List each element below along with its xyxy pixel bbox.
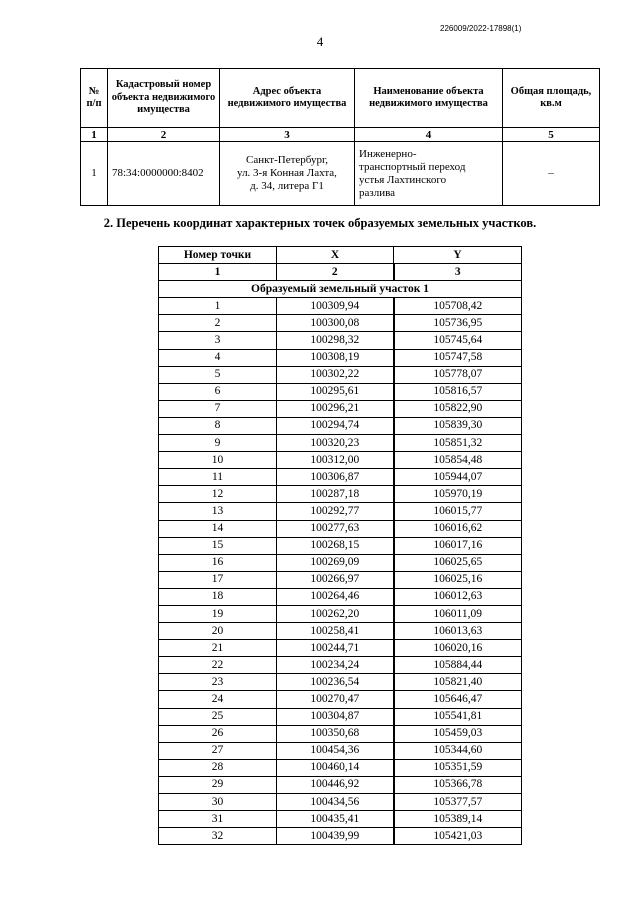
- y-coordinate: 105377,57: [394, 794, 522, 811]
- property-table-header: [81, 69, 600, 128]
- point-number: 17: [159, 571, 277, 588]
- document-id: 226009/2022-17898(1): [440, 24, 522, 33]
- table-row: [159, 503, 522, 520]
- point-number: 10: [159, 452, 277, 469]
- address-line: Санкт-Петербург,: [246, 154, 328, 166]
- y-coordinate: 106025,16: [394, 571, 522, 588]
- point-number: 32: [159, 828, 277, 845]
- x-coordinate: 100434,56: [277, 794, 394, 811]
- table-row: [159, 571, 522, 588]
- point-number: 30: [159, 794, 277, 811]
- table-row: [159, 640, 522, 657]
- x-coordinate: 100244,71: [277, 640, 394, 657]
- x-coordinate: 100264,46: [277, 588, 394, 605]
- x-coordinate: 100300,08: [277, 315, 394, 332]
- point-number: 9: [159, 435, 277, 452]
- table-row: [159, 794, 522, 811]
- table-row: [159, 486, 522, 503]
- plot-subheader: Образуемый земельный участок 1: [159, 281, 522, 298]
- object-name-line: транспортный переход: [359, 160, 466, 173]
- y-coordinate: 106016,62: [394, 520, 522, 537]
- point-number: 14: [159, 520, 277, 537]
- x-coordinate: 100269,09: [277, 554, 394, 571]
- y-coordinate: 105821,40: [394, 674, 522, 691]
- row-number: 1: [81, 142, 108, 206]
- point-number: 13: [159, 503, 277, 520]
- table-row: [159, 674, 522, 691]
- point-number: 19: [159, 605, 277, 622]
- point-number: 22: [159, 657, 277, 674]
- coordinates-body: [159, 298, 522, 845]
- x-coordinate: 100295,61: [277, 383, 394, 400]
- table-row: [159, 776, 522, 793]
- header-address: Адрес объекта недвижимого имущества: [220, 69, 355, 128]
- column-number: 3: [220, 128, 355, 142]
- cadastral-number: 78:34:0000000:8402: [108, 142, 220, 206]
- y-coordinate: 105459,03: [394, 725, 522, 742]
- point-number: 28: [159, 759, 277, 776]
- address: [220, 142, 355, 206]
- point-number: 12: [159, 486, 277, 503]
- point-number: 6: [159, 383, 277, 400]
- point-number: 23: [159, 674, 277, 691]
- point-number: 4: [159, 349, 277, 366]
- x-coordinate: 100439,99: [277, 828, 394, 845]
- point-number: 21: [159, 640, 277, 657]
- x-coordinate: 100298,32: [277, 332, 394, 349]
- x-coordinate: 100258,41: [277, 623, 394, 640]
- table-row: [81, 142, 600, 206]
- x-coordinate: 100460,14: [277, 759, 394, 776]
- y-coordinate: 105366,78: [394, 776, 522, 793]
- column-number: 3: [394, 264, 522, 281]
- y-coordinate: 105839,30: [394, 417, 522, 434]
- page-number: 4: [316, 34, 324, 49]
- y-coordinate: 105884,44: [394, 657, 522, 674]
- y-coordinate: 105854,48: [394, 452, 522, 469]
- point-number: 25: [159, 708, 277, 725]
- header-cadastral-number: Кадастровый номер объекта недвижимого имущества: [108, 69, 220, 128]
- table-row: [159, 742, 522, 759]
- column-number: 2: [108, 128, 220, 142]
- table-row: [159, 725, 522, 742]
- table-row: [159, 469, 522, 486]
- table-row: [159, 366, 522, 383]
- x-coordinate: 100287,18: [277, 486, 394, 503]
- x-coordinate: 100292,77: [277, 503, 394, 520]
- y-coordinate: 105816,57: [394, 383, 522, 400]
- y-coordinate: 106025,65: [394, 554, 522, 571]
- coordinates-header: [159, 247, 522, 264]
- x-coordinate: 100304,87: [277, 708, 394, 725]
- column-number: 2: [277, 264, 394, 281]
- table-row: [159, 828, 522, 845]
- column-number-row: [159, 264, 522, 281]
- point-number: 26: [159, 725, 277, 742]
- x-coordinate: 100302,22: [277, 366, 394, 383]
- address-line: ул. 3-я Конная Лахта,: [237, 167, 337, 179]
- y-coordinate: 105708,42: [394, 298, 522, 315]
- y-coordinate: 105646,47: [394, 691, 522, 708]
- x-coordinate: 100294,74: [277, 417, 394, 434]
- table-row: [159, 452, 522, 469]
- x-coordinate: 100296,21: [277, 400, 394, 417]
- x-coordinate: 100350,68: [277, 725, 394, 742]
- y-coordinate: 106020,16: [394, 640, 522, 657]
- total-area: –: [503, 142, 600, 206]
- y-coordinate: 105822,90: [394, 400, 522, 417]
- point-number: 2: [159, 315, 277, 332]
- point-number: 16: [159, 554, 277, 571]
- y-coordinate: 105736,95: [394, 315, 522, 332]
- table-row: [159, 417, 522, 434]
- table-row: [159, 759, 522, 776]
- table-row: [159, 383, 522, 400]
- y-coordinate: 105541,81: [394, 708, 522, 725]
- table-row: [159, 298, 522, 315]
- table-row: [159, 400, 522, 417]
- x-coordinate: 100308,19: [277, 349, 394, 366]
- table-row: [159, 657, 522, 674]
- point-number: 8: [159, 417, 277, 434]
- y-coordinate: 105944,07: [394, 469, 522, 486]
- x-coordinate: 100236,54: [277, 674, 394, 691]
- header-y: Y: [394, 247, 522, 264]
- point-number: 24: [159, 691, 277, 708]
- table-row: [159, 708, 522, 725]
- x-coordinate: 100309,94: [277, 298, 394, 315]
- column-number-row: [81, 128, 600, 142]
- table-row: [159, 332, 522, 349]
- x-coordinate: 100234,24: [277, 657, 394, 674]
- table-row: [159, 315, 522, 332]
- column-number: 5: [503, 128, 600, 142]
- point-number: 29: [159, 776, 277, 793]
- table-row: [159, 605, 522, 622]
- y-coordinate: 105421,03: [394, 828, 522, 845]
- table-row: [159, 435, 522, 452]
- header-row-number: № п/п: [81, 69, 108, 128]
- x-coordinate: 100446,92: [277, 776, 394, 793]
- x-coordinate: 100270,47: [277, 691, 394, 708]
- point-number: 1: [159, 298, 277, 315]
- point-number: 18: [159, 588, 277, 605]
- point-number: 27: [159, 742, 277, 759]
- point-number: 15: [159, 537, 277, 554]
- x-coordinate: 100454,36: [277, 742, 394, 759]
- header-object-name: Наименование объекта недвижимого имущества: [355, 69, 503, 128]
- table-row: [159, 811, 522, 828]
- point-number: 20: [159, 623, 277, 640]
- table-row: [159, 349, 522, 366]
- table-row: [159, 520, 522, 537]
- object-name-line: устья Лахтинского: [359, 173, 447, 186]
- y-coordinate: 105351,59: [394, 759, 522, 776]
- table-row: [159, 537, 522, 554]
- point-number: 7: [159, 400, 277, 417]
- section-title: 2. Перечень координат характерных точек образуемых земельных участков.: [103, 216, 537, 230]
- y-coordinate: 105389,14: [394, 811, 522, 828]
- object-name: [355, 142, 503, 206]
- point-number: 3: [159, 332, 277, 349]
- plot-subheader-row: [159, 281, 522, 298]
- x-coordinate: 100268,15: [277, 537, 394, 554]
- header-point-number: Номер точки: [159, 247, 277, 264]
- table-row: [159, 691, 522, 708]
- x-coordinate: 100266,97: [277, 571, 394, 588]
- column-number: 1: [159, 264, 277, 281]
- y-coordinate: 105745,64: [394, 332, 522, 349]
- x-coordinate: 100312,00: [277, 452, 394, 469]
- table-row: [159, 588, 522, 605]
- x-coordinate: 100306,87: [277, 469, 394, 486]
- y-coordinate: 105747,58: [394, 349, 522, 366]
- y-coordinate: 105778,07: [394, 366, 522, 383]
- y-coordinate: 106011,09: [394, 605, 522, 622]
- point-number: 11: [159, 469, 277, 486]
- x-coordinate: 100435,41: [277, 811, 394, 828]
- point-number: 31: [159, 811, 277, 828]
- x-coordinate: 100262,20: [277, 605, 394, 622]
- x-coordinate: 100277,63: [277, 520, 394, 537]
- y-coordinate: 106017,16: [394, 537, 522, 554]
- column-number: 4: [355, 128, 503, 142]
- object-name-line: Инженерно-: [359, 147, 417, 160]
- y-coordinate: 106012,63: [394, 588, 522, 605]
- address-line: д. 34, литера Г1: [250, 180, 324, 192]
- y-coordinate: 105970,19: [394, 486, 522, 503]
- header-total-area: Общая площадь, кв.м: [503, 69, 600, 128]
- header-x: X: [277, 247, 394, 264]
- table-row: [159, 554, 522, 571]
- y-coordinate: 106013,63: [394, 623, 522, 640]
- property-table: [80, 68, 600, 206]
- object-name-line: разлива: [359, 186, 396, 199]
- point-number: 5: [159, 366, 277, 383]
- x-coordinate: 100320,23: [277, 435, 394, 452]
- table-row: [159, 623, 522, 640]
- column-number: 1: [81, 128, 108, 142]
- y-coordinate: 106015,77: [394, 503, 522, 520]
- coordinates-table: [158, 246, 522, 845]
- y-coordinate: 105344,60: [394, 742, 522, 759]
- y-coordinate: 105851,32: [394, 435, 522, 452]
